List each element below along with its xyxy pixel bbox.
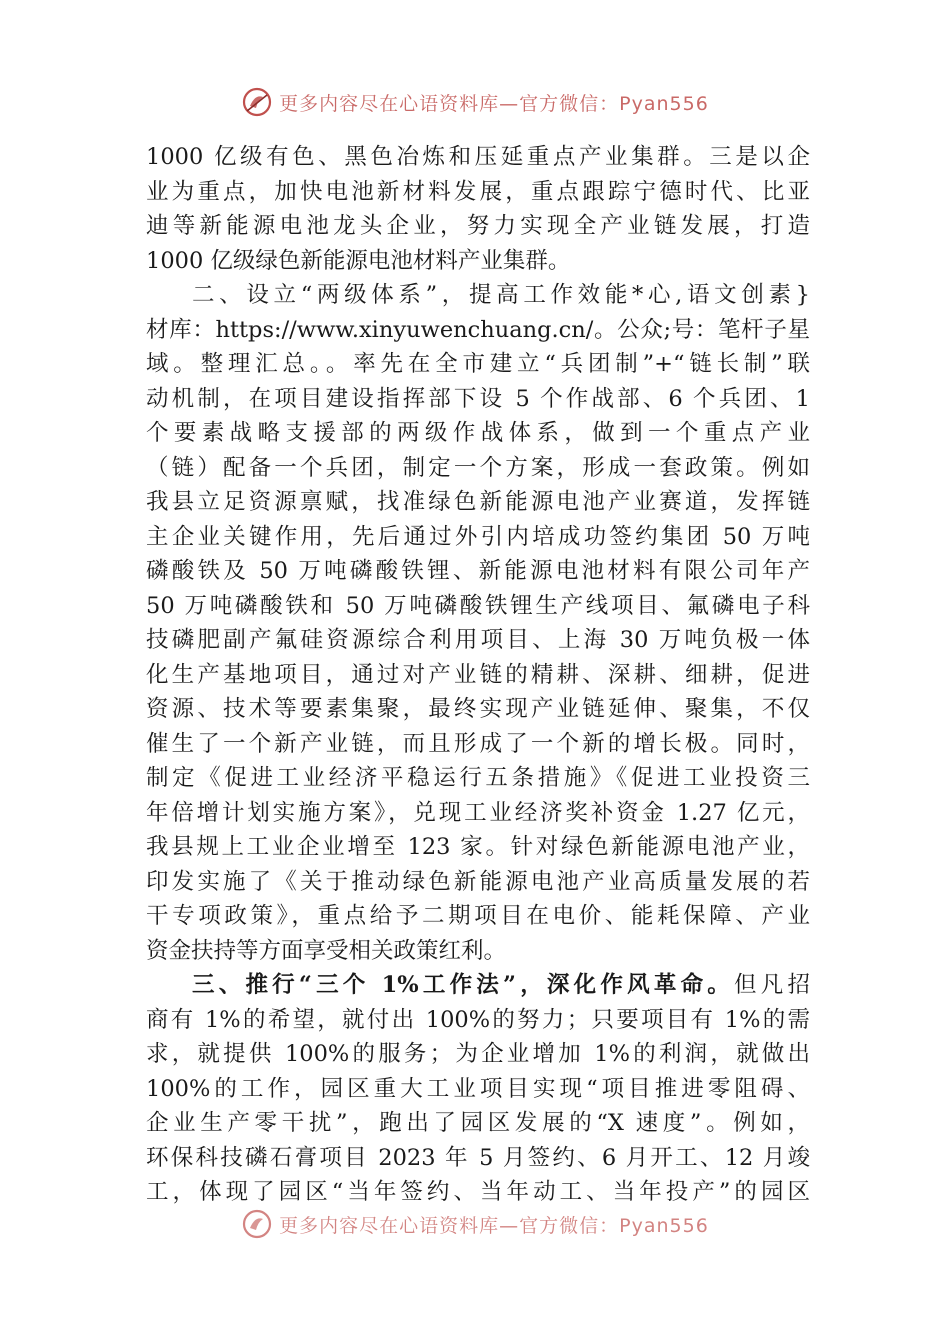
text-line: 业为重点，加快电池新材料发展，重点跟踪宁德时代、比亚 bbox=[146, 178, 810, 205]
seal-logo-icon bbox=[241, 1208, 273, 1240]
text-line: 资源、技术等要素集聚，最终实现产业链延伸、聚集，不仅 bbox=[146, 696, 810, 722]
text-line: 干专项政策》，重点给予二期项目在电价、能耗保障、产业 bbox=[146, 903, 810, 929]
text-line: 我县规上工业企业增至 123 家。针对绿色新能源电池产业， bbox=[146, 834, 810, 860]
watermark-text: 更多内容尽在心语资料库—官方微信：Pyan556 bbox=[279, 1214, 709, 1237]
text-line: 域。整理汇总。。率先在全市建立“兵团制”+“链长制”联 bbox=[146, 351, 810, 377]
watermark-footer bbox=[0, 1204, 950, 1244]
text-line: 资金扶持等方面享受相关政策红利。 bbox=[146, 937, 507, 964]
text-line: 动机制，在项目建设指挥部下设 5 个作战部、6 个兵团、1 bbox=[146, 385, 810, 412]
text-line: 100%的工作，园区重大工业项目实现“项目推进零阻碍、 bbox=[146, 1075, 810, 1102]
seal-logo-icon bbox=[241, 86, 273, 118]
text-line: 制定《促进工业经济平稳运行五条措施》《促进工业投资三 bbox=[146, 765, 810, 791]
text-line: 印发实施了《关于推动绿色新能源电池产业高质量发展的若 bbox=[146, 868, 810, 895]
text-line: 企业生产零干扰”，跑出了园区发展的“X 速度”。例如， bbox=[146, 1110, 810, 1136]
text-line: 迪等新能源电池龙头企业，努力实现全产业链发展，打造 bbox=[146, 213, 810, 239]
text-line: 催生了一个新产业链，而且形成了一个新的增长极。同时， bbox=[146, 730, 810, 757]
section-heading: 三、推行“三个 1%工作法”，深化作风革命。 bbox=[192, 972, 735, 998]
watermark-header bbox=[0, 82, 950, 122]
text-line: （链）配备一个兵团，制定一个方案，形成一套政策。例如 bbox=[146, 454, 810, 481]
heading-continuation: 但凡招 bbox=[734, 972, 810, 998]
text-line: 磷酸铁及 50 万吨磷酸铁锂、新能源电池材料有限公司年产 bbox=[146, 558, 810, 584]
section-heading-line: 二、设立“两级体系”，提高工作效能*心,语文创素} bbox=[192, 282, 810, 308]
text-line: 50 万吨磷酸铁和 50 万吨磷酸铁锂生产线项目、氟磷电子科 bbox=[146, 592, 810, 619]
text-line: 技磷肥副产氟硅资源综合利用项目、上海 30 万吨负极一体 bbox=[146, 627, 810, 653]
text-line: 材库：https://www.xinyuwenchuang.cn/。公众;号：笔杆子星 bbox=[146, 316, 810, 343]
text-line: 工，体现了园区“当年签约、当年动工、当年投产”的园区 bbox=[146, 1179, 810, 1205]
text-line: 1000 亿级有色、黑色冶炼和压延重点产业集群。三是以企 bbox=[146, 144, 810, 170]
watermark-text: 更多内容尽在心语资料库—官方微信：Pyan556 bbox=[279, 92, 709, 115]
text-line: 我县立足资源禀赋，找准绿色新能源电池产业赛道，发挥链 bbox=[146, 489, 810, 515]
text-line: 化生产基地项目，通过对产业链的精耕、深耕、细耕，促进 bbox=[146, 661, 810, 688]
text-line: 主企业关键作用，先后通过外引内培成功签约集团 50 万吨 bbox=[146, 523, 810, 550]
document-body bbox=[146, 140, 810, 1210]
text-line: 求，就提供 100%的服务；为企业增加 1%的利润，就做出 bbox=[146, 1041, 810, 1067]
section-heading-line bbox=[146, 968, 810, 1003]
text-line: 年倍增计划实施方案》，兑现工业经济奖补资金 1.27 亿元， bbox=[146, 799, 810, 826]
text-line: 商有 1%的希望，就付出 100%的努力；只要项目有 1%的需 bbox=[146, 1006, 810, 1033]
text-line: 1000 亿级绿色新能源电池材料产业集群。 bbox=[146, 247, 571, 274]
text-line: 个要素战略支援部的两级作战体系，做到一个重点产业 bbox=[146, 420, 810, 446]
text-line: 环保科技磷石膏项目 2023 年 5 月签约、6 月开工、12 月竣 bbox=[146, 1144, 810, 1171]
